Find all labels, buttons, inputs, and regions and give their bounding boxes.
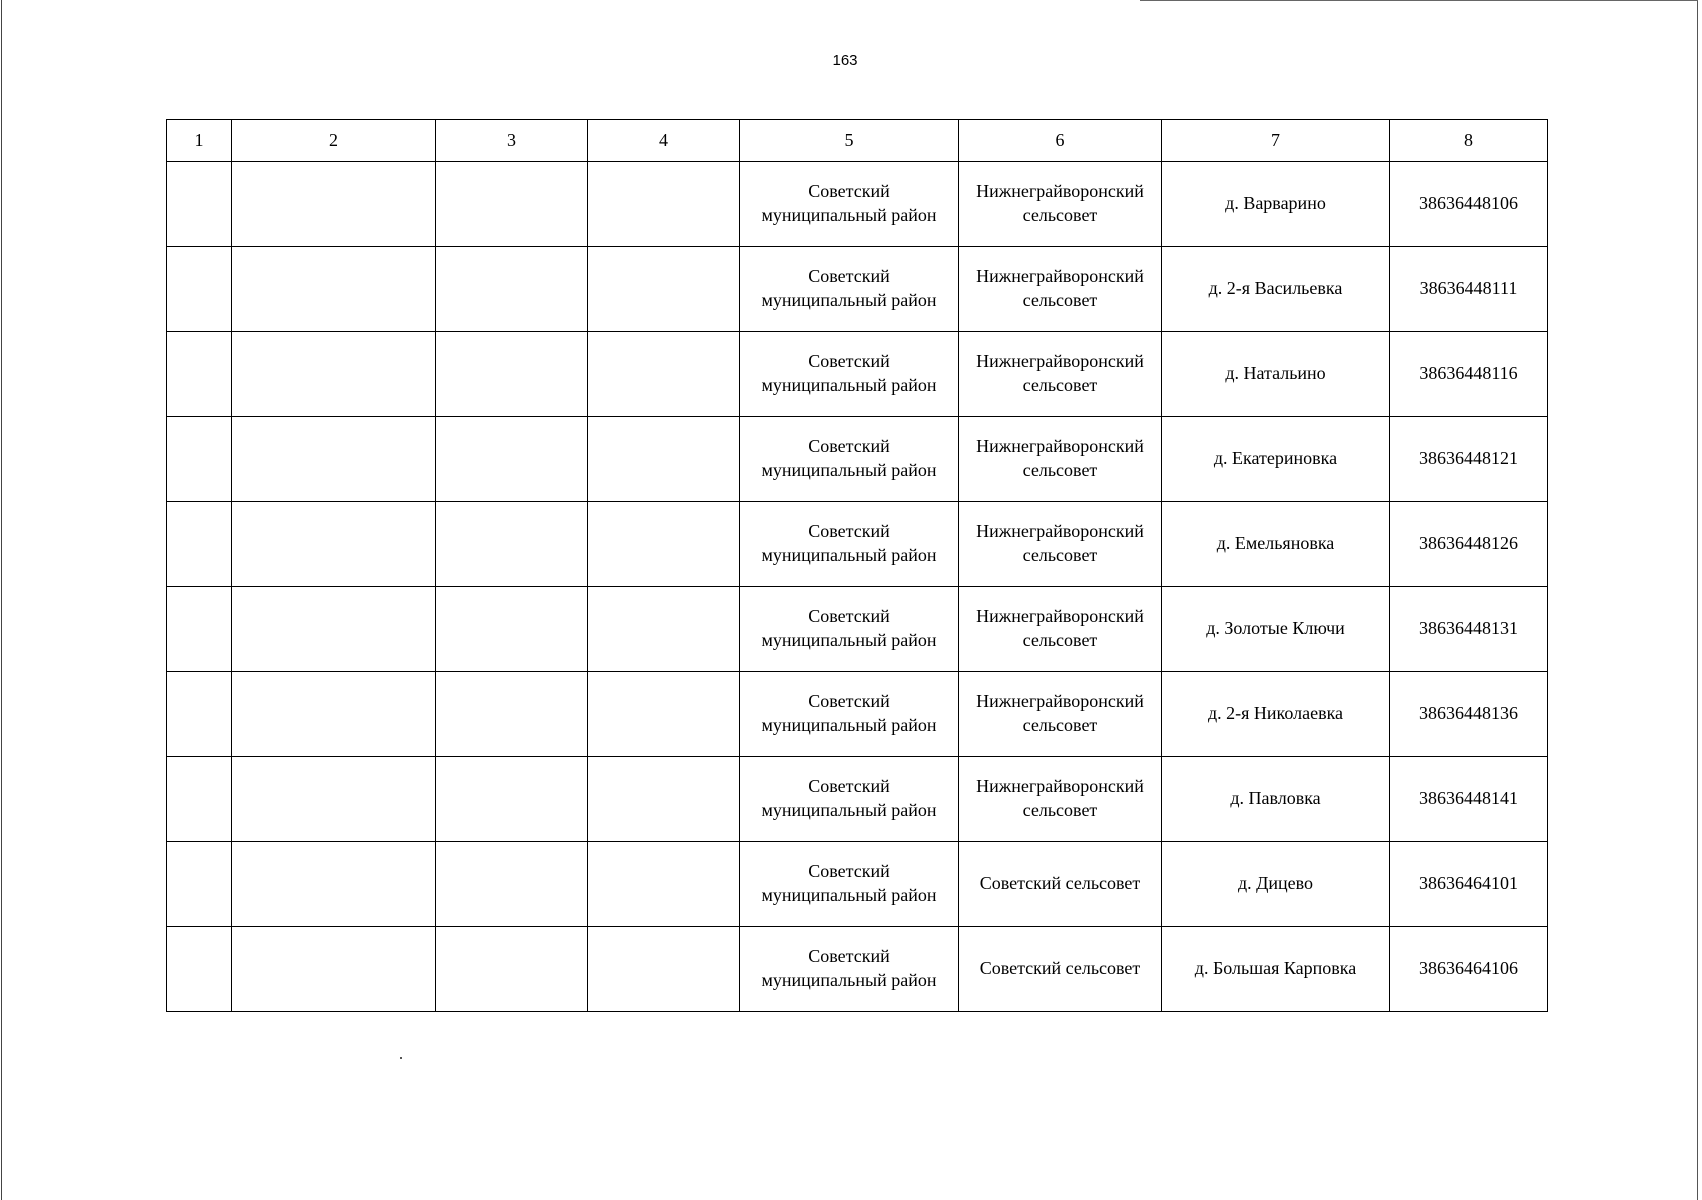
header-row [167,120,1548,162]
cell-col2 [232,587,436,672]
cell-col4 [588,587,740,672]
column-header: 5 [740,120,959,162]
table-row [167,247,1548,332]
cell-col4 [588,672,740,757]
cell-col3 [436,417,588,502]
cell-locality: д. Золотые Ключи [1162,587,1390,672]
cell-locality: д. 2-я Николаевка [1162,672,1390,757]
cell-locality: д. Дицево [1162,842,1390,927]
cell-col4 [588,162,740,247]
table-row [167,162,1548,247]
scan-edge-top [1140,0,1698,1]
column-header: 6 [959,120,1162,162]
cell-col4 [588,842,740,927]
cell-col1 [167,502,232,587]
page-number: 163 [832,52,858,69]
cell-code: 38636464106 [1390,927,1548,1012]
cell-code: 38636448106 [1390,162,1548,247]
cell-settlement: Советский сельсовет [959,842,1162,927]
cell-locality: д. Екатериновка [1162,417,1390,502]
column-header: 4 [588,120,740,162]
cell-col2 [232,417,436,502]
column-header: 1 [167,120,232,162]
cell-col3 [436,502,588,587]
cell-col2 [232,927,436,1012]
cell-settlement: Советский сельсовет [959,927,1162,1012]
cell-municipal-district: Советский муниципальный район [740,332,959,417]
cell-col1 [167,417,232,502]
cell-code: 38636448111 [1390,247,1548,332]
cell-municipal-district: Советский муниципальный район [740,587,959,672]
cell-col2 [232,502,436,587]
cell-settlement: Нижнеграйворонский сельсовет [959,417,1162,502]
cell-col2 [232,672,436,757]
cell-locality: д. Варварино [1162,162,1390,247]
cell-settlement: Нижнеграйворонский сельсовет [959,332,1162,417]
table-row [167,502,1548,587]
register-table [166,119,1548,1012]
cell-code: 38636448131 [1390,587,1548,672]
column-header: 2 [232,120,436,162]
cell-settlement: Нижнеграйворонский сельсовет [959,587,1162,672]
cell-col3 [436,842,588,927]
table-row [167,587,1548,672]
cell-municipal-district: Советский муниципальный район [740,757,959,842]
table-row [167,417,1548,502]
cell-col3 [436,927,588,1012]
cell-col4 [588,502,740,587]
cell-municipal-district: Советский муниципальный район [740,502,959,587]
cell-col2 [232,162,436,247]
scan-edge-left [1,0,2,1200]
table-row [167,672,1548,757]
cell-code: 38636448116 [1390,332,1548,417]
scan-edge-right [1697,0,1698,1200]
cell-locality: д. Большая Карповка [1162,927,1390,1012]
cell-col1 [167,842,232,927]
table-row [167,332,1548,417]
cell-col2 [232,247,436,332]
cell-col3 [436,162,588,247]
cell-col1 [167,757,232,842]
cell-col4 [588,332,740,417]
cell-col1 [167,332,232,417]
cell-code: 38636448136 [1390,672,1548,757]
cell-settlement: Нижнеграйворонский сельсовет [959,502,1162,587]
cell-col1 [167,587,232,672]
cell-code: 38636464101 [1390,842,1548,927]
column-header: 8 [1390,120,1548,162]
cell-col1 [167,247,232,332]
cell-locality: д. Павловка [1162,757,1390,842]
cell-col3 [436,247,588,332]
cell-municipal-district: Советский муниципальный район [740,162,959,247]
cell-col4 [588,417,740,502]
cell-col2 [232,757,436,842]
cell-settlement: Нижнеграйворонский сельсовет [959,162,1162,247]
cell-settlement: Нижнеграйворонский сельсовет [959,247,1162,332]
cell-code: 38636448141 [1390,757,1548,842]
cell-municipal-district: Советский муниципальный район [740,927,959,1012]
cell-code: 38636448126 [1390,502,1548,587]
cell-col3 [436,332,588,417]
cell-settlement: Нижнеграйворонский сельсовет [959,672,1162,757]
cell-municipal-district: Советский муниципальный район [740,247,959,332]
cell-col4 [588,757,740,842]
cell-locality: д. Емельяновка [1162,502,1390,587]
cell-municipal-district: Советский муниципальный район [740,842,959,927]
cell-col1 [167,672,232,757]
cell-col1 [167,162,232,247]
cell-col3 [436,757,588,842]
cell-locality: д. Натальино [1162,332,1390,417]
table-row [167,927,1548,1012]
cell-municipal-district: Советский муниципальный район [740,417,959,502]
cell-col3 [436,587,588,672]
cell-municipal-district: Советский муниципальный район [740,672,959,757]
cell-col3 [436,672,588,757]
cell-col1 [167,927,232,1012]
cell-settlement: Нижнеграйворонский сельсовет [959,757,1162,842]
cell-col2 [232,842,436,927]
cell-col2 [232,332,436,417]
column-header: 3 [436,120,588,162]
scan-speck [400,1057,402,1059]
cell-code: 38636448121 [1390,417,1548,502]
cell-locality: д. 2-я Васильевка [1162,247,1390,332]
table-row [167,757,1548,842]
cell-col4 [588,927,740,1012]
cell-col4 [588,247,740,332]
table-row [167,842,1548,927]
column-header: 7 [1162,120,1390,162]
